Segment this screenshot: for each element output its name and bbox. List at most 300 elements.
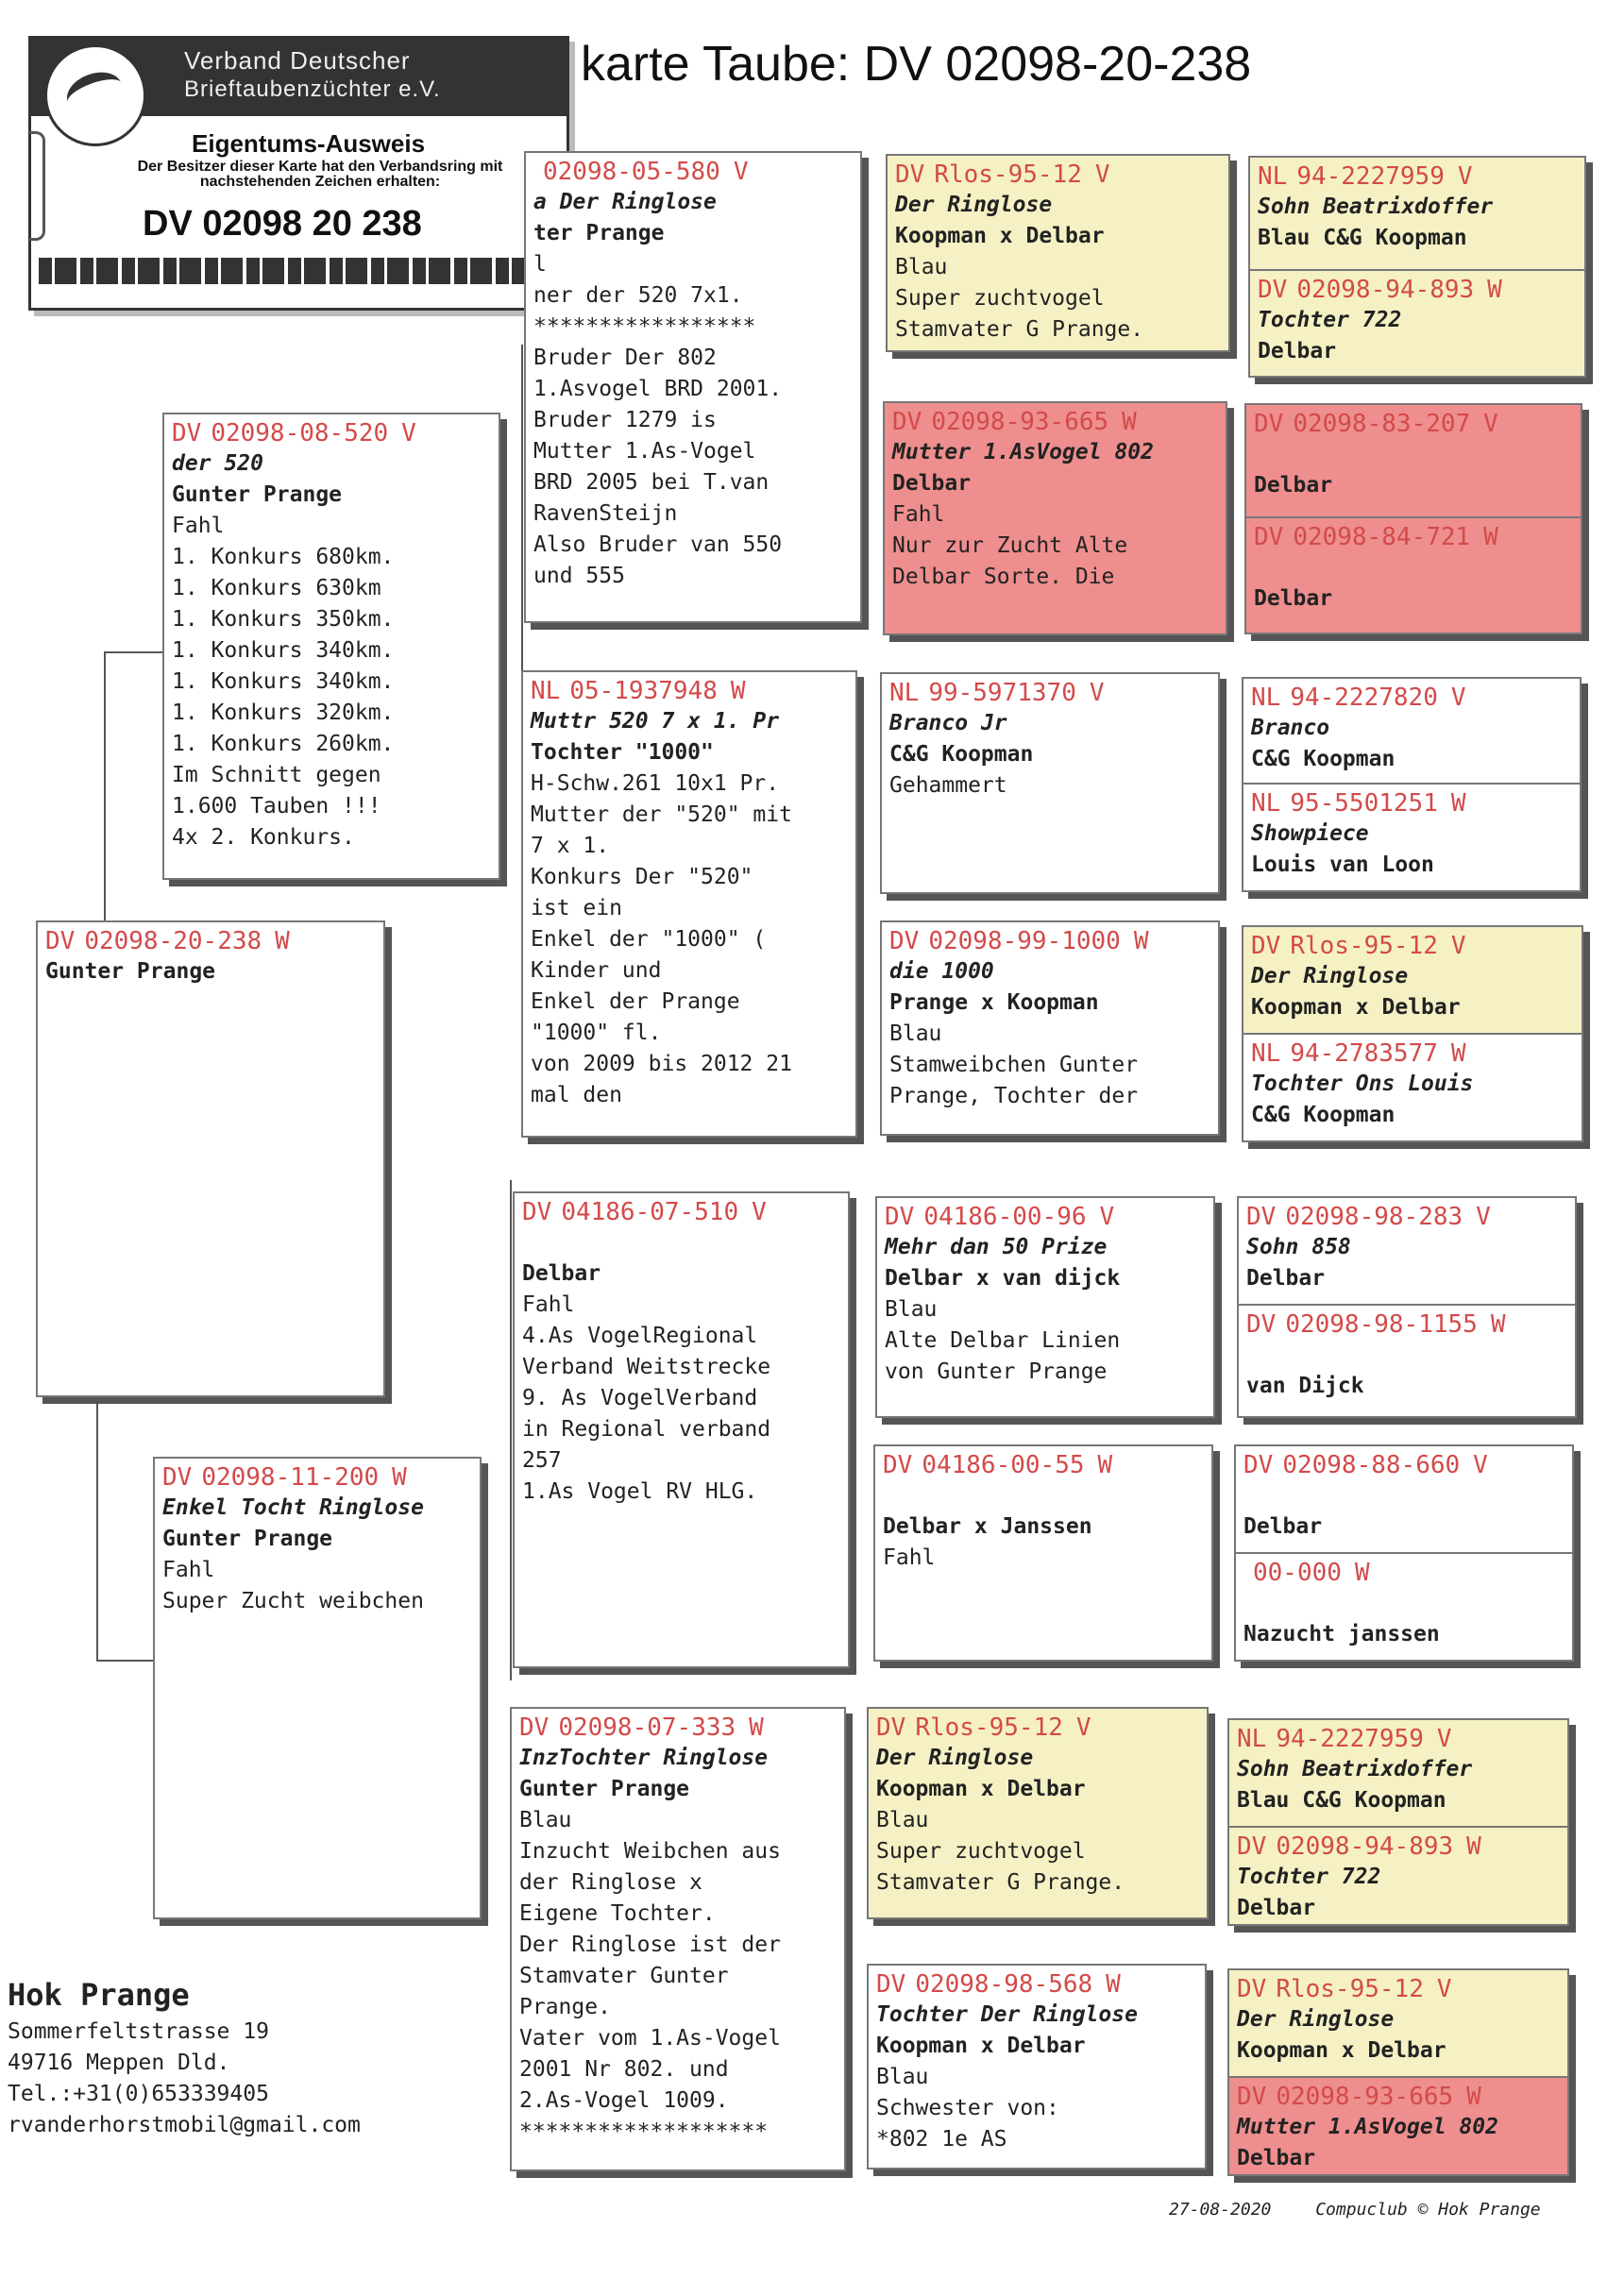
sex-marker: V <box>1473 1451 1488 1479</box>
ring-number: 00-000 <box>1253 1559 1342 1587</box>
box-line: Delbar x van dijck <box>885 1266 1121 1291</box>
ring-number: 02098-07-333 <box>558 1714 736 1742</box>
pedigree-box-fff[interactable] <box>886 154 1230 352</box>
sex-marker: V <box>1483 410 1498 438</box>
pedigree-box-ff[interactable] <box>524 151 862 623</box>
pair-bot <box>1229 1826 1567 1926</box>
pair-line: Sohn Beatrixdoffer <box>1237 1757 1473 1781</box>
box-line: Prange, Tochter der <box>889 1084 1139 1108</box>
box-line: die 1000 <box>889 959 994 984</box>
ring-prefix: NL <box>1251 684 1281 712</box>
ring-number-row <box>1250 158 1584 192</box>
ring-number-row <box>1246 405 1581 439</box>
box-line: Fahl <box>522 1292 575 1317</box>
box-line: RavenSteijn <box>533 501 678 526</box>
pedigree-pair-fmm[interactable] <box>1242 925 1583 1142</box>
pair-line: Tochter 722 <box>1258 308 1402 332</box>
ring-prefix: DV <box>892 408 922 436</box>
pair-bot <box>1250 269 1584 378</box>
box-line: Gunter Prange <box>519 1777 690 1801</box>
ring-number-row <box>1243 785 1580 819</box>
box-line <box>515 1227 848 1258</box>
sex-marker: W <box>1490 1310 1506 1339</box>
box-line: Gunter Prange <box>172 482 343 507</box>
owner-phone: Tel.:+31(0)653339405 <box>8 2082 269 2106</box>
pedigree-box-ffm[interactable] <box>883 401 1227 635</box>
sex-marker: W <box>1106 1970 1121 1999</box>
box-line: Delbar <box>892 471 972 496</box>
owner-email[interactable]: rvanderhorstmobil@gmail.com <box>8 2113 361 2137</box>
pedigree-pair-fff[interactable] <box>1248 156 1586 378</box>
ring-prefix: DV <box>1237 2083 1267 2111</box>
ring-number-row <box>1229 1828 1567 1862</box>
owner-name: Hok Prange <box>8 1977 190 2013</box>
pair-line: Delbar <box>1254 586 1333 611</box>
box-line: Mutter 1.AsVogel 802 <box>892 440 1154 464</box>
ring-number-row <box>512 1709 844 1743</box>
box-line: BRD 2005 bei T.van <box>533 470 770 495</box>
ring-prefix: DV <box>876 1970 906 1999</box>
box-line: Enkel der "1000" ( <box>531 927 767 952</box>
sex-marker: V <box>1476 1203 1491 1231</box>
ring-number-row <box>523 672 855 706</box>
ring-number-row <box>1243 679 1580 713</box>
pair-line: Der Ringlose <box>1237 2007 1395 2032</box>
pair-bot <box>1239 1304 1575 1418</box>
ring-number: 94-2227820 <box>1290 684 1438 712</box>
pedigree-box-mf[interactable] <box>513 1191 850 1668</box>
box-line: Tochter Der Ringlose <box>876 2002 1138 2027</box>
pedigree-box-subject[interactable] <box>36 920 385 1397</box>
ring-prefix: DV <box>1246 1203 1277 1231</box>
ring-number: 02098-98-283 <box>1285 1203 1463 1231</box>
ring-number-row <box>1243 927 1582 961</box>
box-line <box>875 1480 1211 1511</box>
pair-line: Koopman x Delbar <box>1251 995 1461 1020</box>
box-line: ******************* <box>519 2119 769 2144</box>
ring-number: 94-2227959 <box>1276 1725 1424 1753</box>
ring-number-row <box>1236 1446 1572 1480</box>
ring-number-row <box>155 1459 480 1493</box>
box-line: Prange. <box>519 1995 611 2019</box>
pedigree-box-mother[interactable] <box>153 1457 482 1919</box>
ring-number-row <box>1229 1720 1567 1754</box>
footer-date: 27-08-2020 <box>1169 2200 1272 2220</box>
card-decorative-band <box>39 258 558 284</box>
ring-number: 02098-93-665 <box>931 408 1109 436</box>
sex-marker: W <box>1133 927 1149 955</box>
ring-number: 94-2783577 <box>1290 1039 1438 1068</box>
box-line: Tochter "1000" <box>531 740 714 765</box>
box-line: Blau <box>885 1297 938 1322</box>
box-line: Koopman x Delbar <box>876 1777 1086 1801</box>
box-line: 1.Asvogel BRD 2001. <box>533 377 783 401</box>
box-line: 1. Konkurs 680km. <box>172 545 395 569</box>
box-line: von 2009 bis 2012 21 <box>531 1052 792 1076</box>
box-line: ner der 520 7x1. <box>533 283 743 308</box>
pair-line: Delbar <box>1243 1514 1323 1539</box>
pedigree-box-mff[interactable] <box>875 1196 1215 1418</box>
ring-number-row <box>1229 2078 1567 2112</box>
sex-marker: W <box>749 1714 764 1742</box>
box-line: Also Bruder van 550 <box>533 532 783 557</box>
box-line: Stamvater Gunter <box>519 1964 729 1988</box>
pedigree-box-fm[interactable] <box>521 670 857 1138</box>
ring-number-row <box>877 1198 1213 1232</box>
sex-marker: V <box>1457 162 1473 191</box>
sex-marker: W <box>1466 2083 1481 2111</box>
box-line: Fahl <box>892 502 945 527</box>
sex-marker: W <box>1483 523 1498 551</box>
pair-line: Delbar <box>1237 2146 1316 2170</box>
owner-city: 49716 Meppen Dld. <box>8 2051 230 2075</box>
footer-credit: Compuclub © Hok Prange <box>1315 2200 1541 2220</box>
card-org-line2: Brieftaubenzüchter e.V. <box>184 76 441 102</box>
sex-marker: W <box>1466 1832 1481 1861</box>
sex-marker: W <box>1354 1559 1370 1587</box>
ring-prefix: DV <box>895 160 925 189</box>
footer <box>1169 2200 1575 2220</box>
pair-bot <box>1246 516 1581 634</box>
pair-top <box>1243 927 1582 1033</box>
box-line: Blau <box>876 1808 929 1832</box>
box-line: Muttr 520 7 x 1. Pr <box>531 709 780 734</box>
box-line: C&G Koopman <box>889 742 1034 767</box>
pedigree-box-mmm[interactable] <box>867 1964 1207 2169</box>
ring-prefix: DV <box>522 1198 552 1226</box>
pair-line: C&G Koopman <box>1251 1103 1396 1127</box>
ring-number: Rlos-95-12 <box>934 160 1082 189</box>
box-line: Koopman x Delbar <box>895 224 1105 248</box>
pair-line: Delbar <box>1237 1896 1316 1920</box>
pair-line: C&G Koopman <box>1251 747 1396 771</box>
box-line: 1.As Vogel RV HLG. <box>522 1479 758 1504</box>
box-line: 2001 Nr 802. und <box>519 2057 729 2082</box>
ring-number: 05-1937948 <box>569 677 718 705</box>
box-line: Enkel Tocht Ringlose <box>162 1495 424 1520</box>
ring-prefix: DV <box>885 1203 915 1231</box>
box-line: 1. Konkurs 630km <box>172 576 381 600</box>
box-line: 1. Konkurs 350km. <box>172 607 395 632</box>
pair-bot <box>1229 2076 1567 2176</box>
box-line: Gehammert <box>889 773 1007 798</box>
sex-marker: W <box>392 1463 407 1492</box>
box-line: Delbar Sorte. Die <box>892 565 1115 589</box>
box-line: Super zuchtvogel <box>876 1839 1086 1864</box>
ring-prefix: DV <box>889 927 920 955</box>
sex-marker: V <box>1450 932 1466 960</box>
box-line: "1000" fl. <box>531 1021 662 1045</box>
ring-number-row <box>1246 518 1581 552</box>
connector-line <box>96 1660 153 1662</box>
box-line: Super zuchtvogel <box>895 286 1105 311</box>
sex-marker: W <box>1450 789 1466 818</box>
pedigree-pair-fmf[interactable] <box>1242 677 1582 892</box>
ring-number-row <box>164 414 499 448</box>
sex-marker: V <box>1436 1725 1452 1753</box>
pigeon-logo-icon <box>44 44 146 146</box>
ring-prefix: DV <box>1246 1310 1277 1339</box>
box-line: 9. As VogelVerband <box>522 1386 758 1410</box>
ring-number: 04186-00-55 <box>922 1451 1085 1479</box>
box-line: Kinder und <box>531 958 662 983</box>
box-line: Branco Jr <box>889 711 1007 735</box>
connector-line <box>104 651 106 925</box>
ring-number-row <box>1239 1198 1575 1232</box>
ring-number: 02098-98-568 <box>915 1970 1093 1999</box>
box-line: Koopman x Delbar <box>876 2034 1086 2058</box>
card-ring-number: DV 02098 20 238 <box>143 204 422 244</box>
box-line: 4x 2. Konkurs. <box>172 825 355 850</box>
ring-number-row <box>875 1446 1211 1480</box>
ring-number: 02098-84-721 <box>1293 523 1471 551</box>
box-line: 1. Konkurs 260km. <box>172 732 395 756</box>
box-line: Stamvater G Prange. <box>895 317 1144 342</box>
box-line: Vater vom 1.As-Vogel <box>519 2026 781 2051</box>
box-line: Blau <box>519 1808 572 1832</box>
sex-marker: V <box>733 158 749 186</box>
box-line: Stamweibchen Gunter <box>889 1053 1139 1077</box>
ring-number: 95-5501251 <box>1290 789 1438 818</box>
ring-number-row <box>515 1193 848 1227</box>
box-line: ter Prange <box>533 221 665 245</box>
sex-marker: W <box>1097 1451 1113 1479</box>
ring-number-row <box>1236 1554 1572 1588</box>
pair-line <box>1236 1480 1572 1511</box>
box-line: Bruder Der 802 <box>533 346 717 370</box>
pair-line <box>1236 1588 1572 1619</box>
box-line: Fahl <box>172 514 225 538</box>
pedigree-pair-ffm[interactable] <box>1244 403 1582 634</box>
box-line: Gunter Prange <box>162 1527 333 1551</box>
box-line: *802 1e AS <box>876 2127 1007 2152</box>
box-line: Fahl <box>162 1558 215 1582</box>
pair-line: Blau C&G Koopman <box>1237 1788 1446 1813</box>
pair-top <box>1250 158 1584 269</box>
pedigree-box-mmf[interactable] <box>867 1707 1209 1919</box>
box-line: Enkel der Prange <box>531 989 740 1014</box>
ring-number-row <box>1250 271 1584 305</box>
pedigree-box-mm[interactable] <box>510 1707 846 2171</box>
ring-number: Rlos-95-12 <box>915 1714 1063 1742</box>
pair-line <box>1239 1340 1575 1371</box>
ring-number-row <box>888 156 1228 190</box>
sex-marker: V <box>1450 684 1466 712</box>
pair-line: Delbar <box>1258 339 1337 363</box>
box-line: ***************** <box>533 314 756 339</box>
connector-line <box>104 651 162 653</box>
ring-number-row <box>1229 1970 1567 2004</box>
ring-prefix: NL <box>1251 789 1281 818</box>
ring-number: 04186-07-510 <box>561 1198 739 1226</box>
pair-line: Delbar <box>1246 1266 1326 1291</box>
box-line: Bruder 1279 is <box>533 408 717 432</box>
box-line: von Gunter Prange <box>885 1359 1108 1384</box>
sex-marker: V <box>401 419 416 447</box>
sex-marker: W <box>1122 408 1137 436</box>
ring-number-row <box>1239 1306 1575 1340</box>
box-line: Der Ringlose <box>876 1746 1034 1770</box>
owner-info <box>8 1973 361 2141</box>
box-line: Nur zur Zucht Alte <box>892 533 1128 558</box>
pair-bot <box>1243 783 1580 892</box>
pair-top <box>1236 1446 1572 1552</box>
pair-top <box>1229 1970 1567 2076</box>
box-line: Mutter 1.As-Vogel <box>533 439 756 464</box>
pedigree-box-mfm[interactable] <box>873 1444 1213 1662</box>
ring-number-row <box>1243 1035 1582 1069</box>
box-line: Delbar <box>522 1261 601 1286</box>
pedigree-box-father[interactable] <box>162 413 500 880</box>
pair-line: Nazucht janssen <box>1243 1622 1440 1646</box>
pair-top <box>1246 405 1581 516</box>
ring-prefix: DV <box>1254 410 1284 438</box>
sex-marker: V <box>1075 1714 1091 1742</box>
pair-top <box>1229 1720 1567 1826</box>
ring-number-row <box>882 674 1218 708</box>
pair-line: Blau C&G Koopman <box>1258 226 1467 250</box>
ring-number: 02098-08-520 <box>211 419 389 447</box>
ring-number-row <box>882 922 1218 956</box>
ring-number: 02098-88-660 <box>1282 1451 1461 1479</box>
box-line: Inzucht Weibchen aus <box>519 1839 781 1864</box>
box-line: Super Zucht weibchen <box>162 1589 424 1613</box>
box-line: l <box>533 252 547 277</box>
pedigree-box-fmf[interactable] <box>880 672 1220 894</box>
ring-number: 02098-20-238 <box>84 927 262 955</box>
paperclip-icon <box>29 131 45 241</box>
ring-number: Rlos-95-12 <box>1276 1975 1424 2003</box>
pair-line: Koopman x Delbar <box>1237 2038 1446 2063</box>
pair-line: van Dijck <box>1246 1374 1364 1398</box>
box-line: InzTochter Ringlose <box>519 1746 769 1770</box>
ring-prefix: DV <box>1251 932 1281 960</box>
box-line: Prange x Koopman <box>889 990 1099 1015</box>
ring-prefix: DV <box>876 1714 906 1742</box>
box-line: Stamvater G Prange. <box>876 1870 1125 1895</box>
ring-prefix: DV <box>1243 1451 1274 1479</box>
box-line: H-Schw.261 10x1 Pr. <box>531 771 780 796</box>
box-line: Alte Delbar Linien <box>885 1328 1121 1353</box>
ring-number-row <box>38 922 383 956</box>
box-line: Der Ringlose <box>895 193 1053 217</box>
ring-prefix: DV <box>1237 1975 1267 2003</box>
sex-marker: V <box>752 1198 767 1226</box>
ring-number: 02098-99-1000 <box>928 927 1121 955</box>
box-line: Mehr dan 50 Prize <box>885 1235 1108 1259</box>
box-line: der 520 <box>172 451 263 476</box>
box-line: 257 <box>522 1448 562 1473</box>
box-line: Delbar x Janssen <box>883 1514 1092 1539</box>
box-line: ist ein <box>531 896 622 920</box>
box-line: Blau <box>895 255 948 279</box>
ring-number: 04186-00-96 <box>923 1203 1087 1231</box>
ring-number: 02098-98-1155 <box>1285 1310 1478 1339</box>
box-line: a Der Ringlose <box>533 190 717 214</box>
pair-line: Louis van Loon <box>1251 853 1434 877</box>
ring-number-row <box>885 403 1226 437</box>
ring-prefix: NL <box>1251 1039 1281 1068</box>
box-line: Gunter Prange <box>45 959 216 984</box>
pair-line: Der Ringlose <box>1251 964 1409 988</box>
ring-number: 02098-05-580 <box>543 158 720 186</box>
sex-marker: V <box>1099 1203 1115 1231</box>
pedigree-pair-mmf[interactable] <box>1227 1718 1569 1926</box>
box-line: 1. Konkurs 340km. <box>172 638 395 663</box>
pedigree-box-fmm[interactable] <box>880 920 1220 1136</box>
ring-number-row <box>869 1709 1207 1743</box>
sex-marker: W <box>275 927 290 955</box>
sex-marker: W <box>730 677 746 705</box>
sex-marker: W <box>1450 1039 1466 1068</box>
ring-number-row <box>869 1966 1205 2000</box>
ring-prefix: NL <box>1258 162 1288 191</box>
box-line: und 555 <box>533 564 625 588</box>
box-line: Verband Weitstrecke <box>522 1355 771 1379</box>
pair-line: Branco <box>1251 716 1330 740</box>
pair-line: Mutter 1.AsVogel 802 <box>1237 2115 1498 2139</box>
box-line: Fahl <box>883 1545 936 1570</box>
ring-prefix: DV <box>883 1451 913 1479</box>
box-line: der Ringlose x <box>519 1870 702 1895</box>
pedigree-pair-mfm[interactable] <box>1234 1444 1574 1662</box>
pair-line <box>1246 439 1581 470</box>
pair-top <box>1239 1198 1575 1304</box>
box-line: in Regional verband <box>522 1417 771 1442</box>
ring-number: Rlos-95-12 <box>1290 932 1438 960</box>
pair-bot <box>1236 1552 1572 1662</box>
pair-line: Tochter Ons Louis <box>1251 1072 1474 1096</box>
pedigree-pair-mff[interactable] <box>1237 1196 1577 1418</box>
box-line: Im Schnitt gegen <box>172 763 381 787</box>
connector-line <box>96 1397 98 1662</box>
pedigree-pair-mmm[interactable] <box>1227 1968 1569 2176</box>
box-line: 7 x 1. <box>531 834 610 858</box>
ring-prefix: DV <box>45 927 76 955</box>
ring-number: 02098-11-200 <box>201 1463 380 1492</box>
box-line: Blau <box>889 1021 942 1046</box>
card-text: Der Besitzer dieser Karte hat den Verbandsring mit nachstehenden Zeichen erhalten: <box>137 159 503 190</box>
ring-prefix: DV <box>519 1714 550 1742</box>
ring-prefix: DV <box>172 419 202 447</box>
ring-prefix: NL <box>1237 1725 1267 1753</box>
ring-number: 02098-94-893 <box>1276 1832 1454 1861</box>
ownership-card <box>28 36 569 311</box>
ring-number: 02098-94-893 <box>1296 276 1475 304</box>
ring-prefix: DV <box>1237 1832 1267 1861</box>
box-line: Mutter der "520" mit <box>531 802 792 827</box>
box-line: 2.As-Vogel 1009. <box>519 2088 729 2113</box>
ring-prefix: NL <box>889 679 920 707</box>
ring-number: 94-2227959 <box>1296 162 1445 191</box>
box-line: 1. Konkurs 320km. <box>172 701 395 725</box>
pair-line: Showpiece <box>1251 821 1369 846</box>
pair-line: Sohn 858 <box>1246 1235 1351 1259</box>
ring-prefix: DV <box>1254 523 1284 551</box>
pair-line: Delbar <box>1254 473 1333 498</box>
box-line: Schwester von: <box>876 2096 1059 2120</box>
card-heading: Eigentums-Ausweis <box>192 129 426 158</box>
ring-prefix: NL <box>531 677 561 705</box>
ring-number: 02098-83-207 <box>1293 410 1471 438</box>
pair-line <box>1246 552 1581 583</box>
sex-marker: V <box>1436 1975 1452 2003</box>
box-line: Der Ringlose ist der <box>519 1933 781 1957</box>
pair-line: Sohn Beatrixdoffer <box>1258 194 1494 219</box>
page-title: karte Taube: DV 02098-20-238 <box>581 37 1252 92</box>
box-line: 4.As VogelRegional <box>522 1324 758 1348</box>
sex-marker: V <box>1089 679 1105 707</box>
